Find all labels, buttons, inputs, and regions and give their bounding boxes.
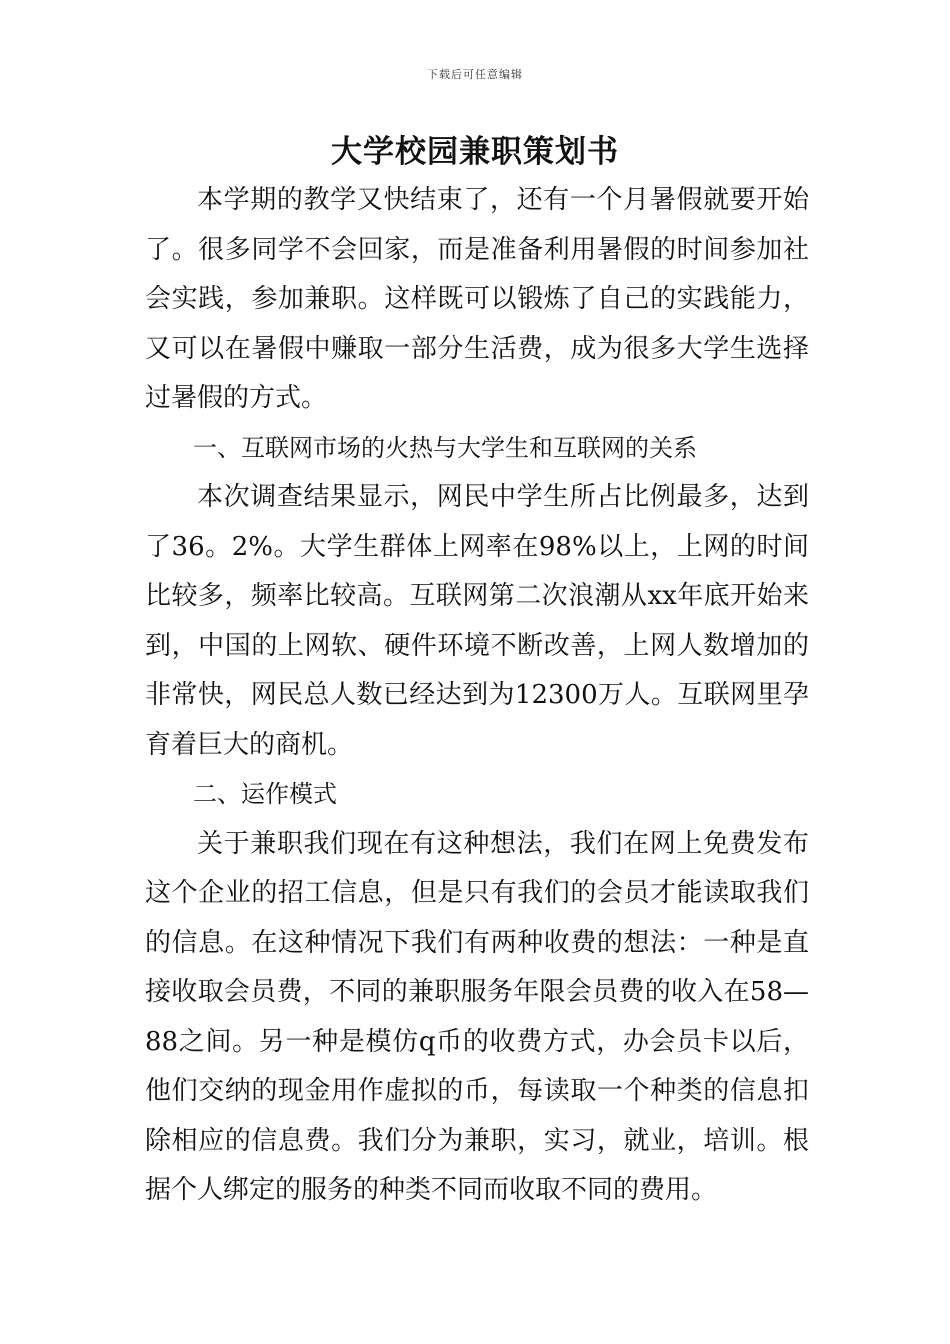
section-1-paragraph: 本次调查结果显示，网民中学生所占比例最多，达到了36。2%。大学生群体上网率在98%以上，上网的时间比较多，频率比较高。互联网第二次浪潮从xx年底开始来到，中国的上网软、硬件环境不断改善，上网人数增加的非常快，网民总人数已经达到为12300万人。互联网里孕育着巨大的商机。 — [145, 482, 809, 760]
section-heading-1: 一、互联网市场的火热与大学生和互联网的关系 — [193, 433, 697, 462]
document-body — [145, 176, 809, 1216]
intro-paragraph: 本学期的教学又快结束了，还有一个月暑假就要开始了。很多同学不会回家，而是准备利用暑假的时间参加社会实践，参加兼职。这样既可以锻炼了自己的实践能力，又可以在暑假中赚取一部分生活费，成为很多大学生选择过暑假的方式。 — [145, 185, 809, 413]
section-2-paragraph: 关于兼职我们现在有这种想法，我们在网上免费发布这个企业的招工信息，但是只有我们的会员才能读取我们的信息。在这种情况下我们有两种收费的想法：一种是直接收取会员费，不同的兼职服务年限会员费的收入在58—88之间。另一种是模仿q币的收费方式，办会员卡以后，他们交纳的现金用作虚拟的币，每读取一个种类的信息扣除相应的信息费。我们分为兼职，实习，就业，培训。根据个人绑定的服务的种类不同而收取不同的费用。 — [145, 828, 809, 1205]
section-heading-2: 二、运作模式 — [193, 780, 337, 808]
header-note: 下载后可任意编辑 — [427, 68, 523, 81]
document-title: 大学校园兼职策划书 — [331, 134, 619, 170]
